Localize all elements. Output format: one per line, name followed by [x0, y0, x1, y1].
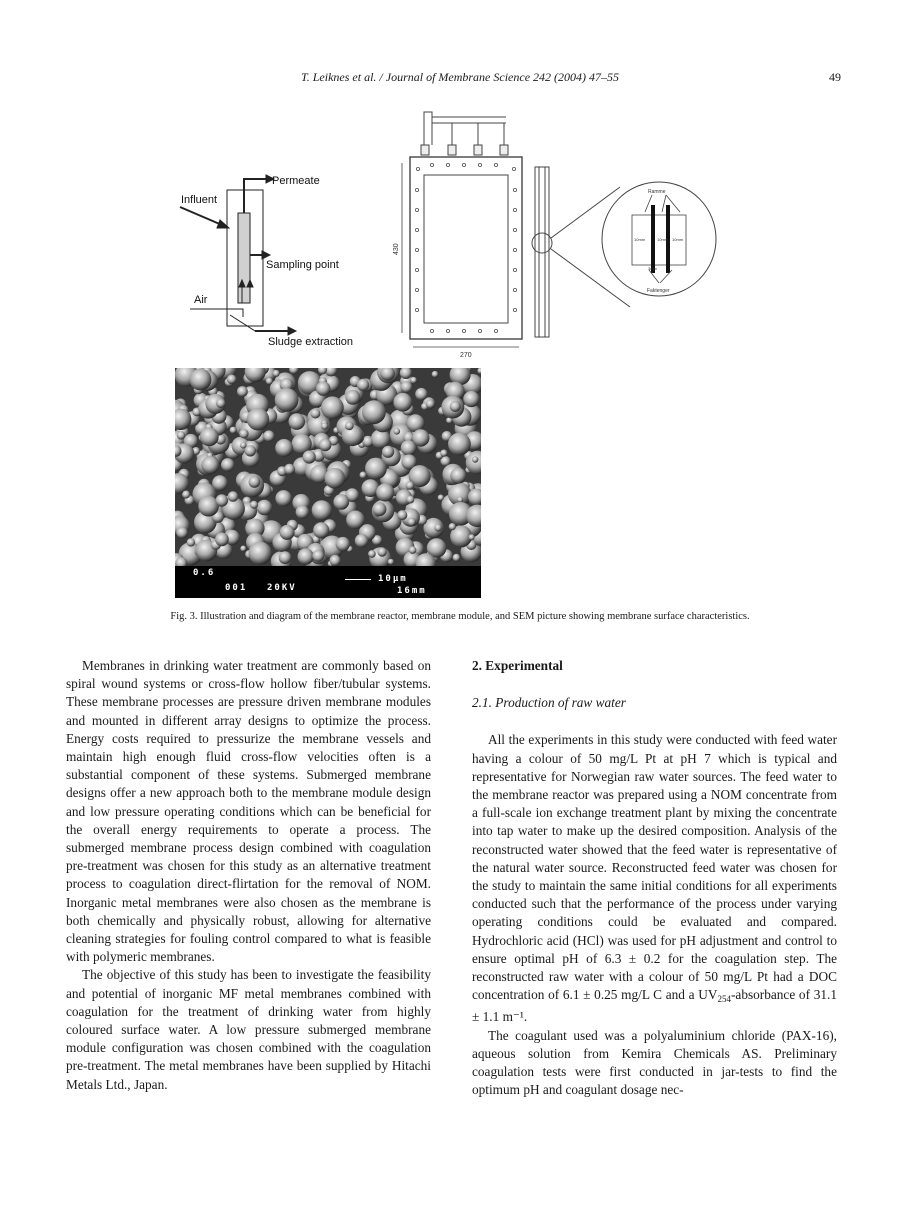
- zoom-line-top: [551, 187, 620, 238]
- sem-particle: [182, 491, 190, 499]
- sem-particle: [237, 386, 248, 397]
- sem-particle: [201, 456, 219, 474]
- sem-particle: [313, 522, 329, 538]
- detail-membrane-1: [651, 205, 655, 273]
- sem-particle: [345, 390, 360, 405]
- zoom-line-bottom: [551, 249, 630, 307]
- sem-particle: [216, 399, 225, 408]
- sem-particle: [450, 468, 466, 484]
- sem-particle: [450, 401, 461, 412]
- running-title: T. Leiknes et al. / Journal of Membrane Science 242 (2004) 47–55: [300, 70, 620, 84]
- left-column: [66, 657, 431, 1094]
- sem-particle: [407, 518, 415, 526]
- sem-particle: [469, 534, 475, 540]
- sem-particle: [453, 554, 461, 562]
- sem-particle: [245, 445, 256, 456]
- sem-particle: [373, 502, 387, 516]
- paragraph: Membranes in drinking water treatment are commonly based on spiral wound systems or cross-flow hollow fiber/tubular systems. These membrane processes are pressure driven membrane modules and mounted in different array designs to optimize the process. Energy costs required to pressurize the membrane vessels and maintain high enough fluid cross-flow velocities often is a substantial component of these systems. Submerged membrane designs offer a new approach both to the membrane module design and low pressure operating conditions which can be beneficial for the overall energy requirements to operate a process. The submerged membrane process design combined with coagulation pre-treatment was chosen for this study as an alternative treatment process to coagulation direct-flirtation for the removal of NOM. Inorganic metal membranes were also chosen as the membrane is both chemically and physically robust, allowing for alternative cleaning strategies for fouling control compared to what is feasible with polymeric membranes.: [66, 658, 431, 965]
- paragraph: The coagulant used was a polyaluminium chloride (PAX-16), aqueous solution from Kemira Chemicals AS. Preliminary coagulation tests were first conducted in jar-tests to find the optimum pH and coagulant dosage nec-: [472, 1027, 837, 1098]
- sem-particle: [250, 501, 258, 509]
- sem-particle: [388, 559, 394, 565]
- right-column: [472, 657, 837, 1099]
- dim-height-label: 430: [393, 243, 400, 255]
- manifold-stem: [424, 112, 432, 145]
- paragraph: The objective of this study has been to investigate the feasibility and potential of inorganic MF metal membranes combined with coagulation for the treatment of drinking water from highly coloured surface water. A low pressure submerged membrane module configuration was chosen combined with the coagulation pre-treatment. The metal membranes have been supplied by Hitachi Metals Ltd., Japan.: [66, 967, 431, 1092]
- sem-particle: [316, 381, 330, 395]
- sludge-diag: [230, 315, 255, 331]
- sem-particle: [312, 550, 324, 562]
- sem-scale-bar: [345, 579, 371, 580]
- sem-particle: [280, 525, 295, 540]
- sem-particle: [330, 555, 341, 566]
- sem-particle: [377, 547, 386, 556]
- sem-particle: [362, 400, 386, 424]
- sem-particle: [249, 476, 261, 488]
- sem-particle: [397, 510, 407, 520]
- sem-particle: [240, 442, 247, 449]
- detail-label-bottom: Faktenger: [647, 288, 670, 294]
- sem-wd: 16mm: [397, 586, 427, 596]
- label-permeate: Permeate: [272, 175, 320, 187]
- sem-particle: [221, 458, 234, 471]
- sem-particle: [406, 481, 414, 489]
- sem-particle: [360, 472, 367, 479]
- sem-particle: [303, 450, 316, 463]
- figure-caption: Fig. 3. Illustration and diagram of the membrane reactor, membrane module, and SEM picture showing membrane surface characteristics.: [170, 611, 750, 622]
- sem-particle: [321, 396, 344, 419]
- sem-particle: [463, 391, 479, 407]
- detail-dim-4: 3mm: [648, 266, 657, 271]
- sem-particle: [345, 421, 354, 430]
- sem-particle: [212, 475, 228, 491]
- sem-particle: [273, 370, 280, 377]
- sem-particle: [177, 431, 186, 440]
- sem-particle: [368, 550, 376, 558]
- detail-dim-1: 10mm: [634, 237, 646, 242]
- sem-particles: [175, 368, 481, 566]
- sem-particle: [440, 450, 447, 457]
- sem-particle: [289, 368, 298, 374]
- sem-particle: [412, 429, 429, 446]
- sem-particle: [289, 413, 306, 430]
- detail-dim-3: 10mm: [672, 237, 684, 242]
- sem-particle: [457, 497, 463, 503]
- label-sludge-extraction: Sludge extraction: [268, 336, 353, 348]
- sem-particle: [393, 393, 412, 412]
- valve-3: [474, 145, 482, 155]
- sem-particle: [275, 490, 291, 506]
- valve-4: [500, 145, 508, 155]
- sem-particle: [266, 378, 273, 385]
- sem-particle: [230, 427, 237, 434]
- sem-info-bar: [175, 566, 481, 598]
- sem-particle: [321, 423, 328, 430]
- sem-particle: [410, 377, 417, 384]
- sem-particle: [438, 495, 444, 501]
- page-number: 49: [829, 70, 841, 84]
- section-heading: 2. Experimental: [472, 658, 563, 673]
- module-frame-outer: [410, 157, 522, 339]
- paragraph-text: All the experiments in this study were conducted with feed water having a colour of 50 mg/L Pt at pH 7 which is typical and representative for Norwegian raw water sources. The feed water to the membrane reactor was prepared using a NOM concentrate from a full-scale ion exchange treatment plant by mixing the concentrate into tap water to make up the desired composition. Analysis of the reconstructed water showed that the feed water is representative of the natural water source. Reconstructed feed water was chosen for the study to maintain the same initial conditions for all experiments conducted such that the performance of the process under varying operating conditions could be evaluated and compared. Hydrochloric acid (HCl) was used for pH adjustment and control to ensure optimal pH of 6.3 ± 0.2 for the coagulation step. The reconstructed raw water with a colour of 50 mg/L Pt had a DOC concentration of 6.1 ± 0.25 mg/L C and a UV: [472, 732, 837, 1003]
- subsection-heading: 2.1. Production of raw water: [472, 695, 626, 711]
- sem-particle: [228, 491, 239, 502]
- valve-1: [421, 145, 429, 155]
- sem-particle: [409, 546, 417, 554]
- sem-particle: [284, 464, 295, 475]
- sem-particle: [357, 379, 369, 391]
- detail-arrow-1: [645, 195, 652, 212]
- membrane-element: [238, 213, 250, 303]
- sem-mag: 0.6: [193, 568, 216, 578]
- dim-width-label: 270: [460, 352, 472, 359]
- sem-particle: [312, 500, 332, 520]
- sem-particle: [355, 534, 369, 548]
- sem-particle: [401, 381, 413, 393]
- sem-particle: [216, 494, 228, 506]
- sem-particle: [477, 368, 481, 374]
- sem-particle: [472, 456, 478, 462]
- sem-id: 001: [225, 583, 248, 593]
- sem-particle: [190, 369, 212, 391]
- sem-particle: [325, 468, 346, 489]
- label-influent: Influent: [181, 194, 218, 206]
- air-line: [190, 309, 243, 317]
- sem-particle: [434, 524, 442, 532]
- sem-particle: [449, 523, 456, 530]
- sem-particle: [406, 496, 414, 504]
- sem-particle: [247, 408, 269, 430]
- sem-particle: [376, 483, 394, 501]
- sem-kv: 20KV: [267, 583, 297, 593]
- sem-particle: [227, 375, 237, 385]
- membrane-module: [402, 112, 716, 347]
- sem-particle: [215, 533, 229, 547]
- sludge-arrow: [288, 327, 296, 335]
- figure-diagrams: [0, 95, 920, 365]
- sem-particle: [346, 511, 365, 530]
- valve-2: [448, 145, 456, 155]
- sampling-arrow: [262, 251, 270, 259]
- sem-particle: [415, 388, 427, 400]
- sem-particle: [176, 527, 188, 539]
- sem-particle: [310, 409, 320, 419]
- sem-particle: [448, 433, 471, 456]
- label-air: Air: [194, 294, 208, 306]
- uv-subscript: 254: [717, 994, 731, 1005]
- sem-particle: [319, 439, 332, 452]
- sem-particle: [296, 505, 309, 518]
- module-frame-inner: [424, 175, 508, 323]
- sem-particle: [175, 409, 191, 431]
- sem-particle: [336, 537, 350, 551]
- sem-particle: [279, 551, 292, 564]
- sem-scale: 10µm: [378, 574, 408, 584]
- sem-micrograph: [175, 368, 481, 598]
- sem-particle: [394, 428, 401, 435]
- sem-particle: [275, 388, 299, 412]
- influent-line: [180, 207, 222, 225]
- running-header: [0, 70, 920, 90]
- label-sampling-point: Sampling point: [266, 259, 339, 271]
- sem-particle: [187, 538, 195, 546]
- sem-particle: [200, 427, 219, 446]
- sem-particle: [239, 429, 248, 438]
- frame-holes: [415, 163, 516, 332]
- detail-dim-2: 10mm: [657, 237, 669, 242]
- sem-particle: [298, 548, 314, 564]
- sem-particle: [240, 546, 246, 552]
- sem-particle: [333, 494, 349, 510]
- paragraph-tail: -absorbance of 31.1 ± 1.1 m⁻¹.: [472, 987, 837, 1025]
- detail-arrow-2: [662, 195, 666, 212]
- sem-particle: [275, 439, 293, 457]
- paragraph: [472, 731, 837, 1026]
- sem-particle: [249, 542, 272, 565]
- sem-particle: [426, 399, 435, 408]
- sem-particle: [365, 458, 387, 480]
- detail-label-top: Ramme: [648, 189, 666, 195]
- sem-particle: [432, 371, 439, 378]
- sem-particle: [257, 500, 273, 516]
- sem-particle: [263, 430, 274, 441]
- sem-particle: [382, 446, 394, 458]
